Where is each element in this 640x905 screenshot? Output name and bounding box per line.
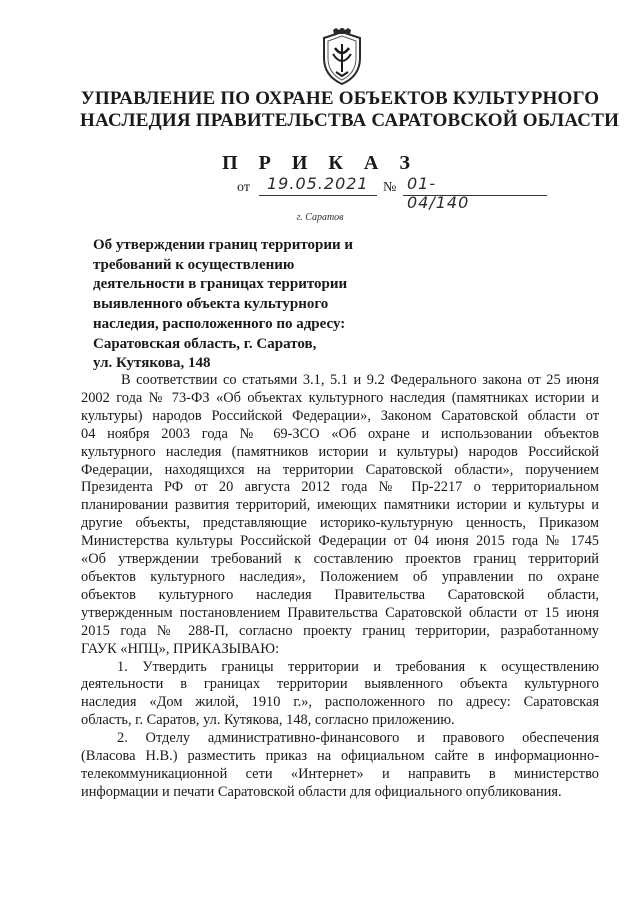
body-line: утвержденным постановлением Правительства Саратовской области от 15 июня — [81, 604, 599, 621]
subject-line: выявленного объекта культурного — [93, 296, 329, 313]
body-line: область, г. Саратов, ул. Кутякова, 148, согласно приложению. — [81, 712, 455, 729]
body-line: Федерации, находящихся на территории Саратовской области», поручением — [81, 461, 599, 478]
date-label: от — [237, 180, 250, 195]
body-line: объектов культурного наследия Правительства Саратовской области, — [81, 586, 599, 603]
body-line: деятельности в границах территории выявленного объекта культурного — [81, 676, 599, 693]
body-line: информации и печати Саратовской области для официального опубликования. — [81, 783, 562, 800]
subject-line: ул. Кутякова, 148 — [93, 355, 211, 372]
order-number: 01-04/140 — [407, 174, 470, 212]
item-2-paragraph — [81, 730, 599, 802]
body-line: Президента РФ от 20 августа 2012 года № Пр-2217 о территориальном — [81, 479, 599, 496]
preamble-paragraph — [81, 372, 599, 659]
body-line: другие объекты, представляющие историко-культурную ценность, Приказом — [81, 515, 599, 532]
city: г. Саратов — [296, 212, 344, 223]
body-line: 04 ноября 2003 года № 69-ЗСО «Об охране и использовании объектов — [81, 425, 599, 442]
body-line: культуры) народов Российской Федерации», Законом Саратовской области от — [81, 407, 599, 424]
subject-line: Об утверждении границ территории и — [93, 237, 354, 253]
body-line: 2002 года № 73-ФЗ «Об объектах культурного наследия (памятниках истории и — [81, 389, 599, 406]
body-line: (Власова Н.В.) разместить приказ на официальном сайте в информационно- — [81, 748, 599, 765]
body-line: ГАУК «НПЦ», ПРИКАЗЫВАЮ: — [81, 640, 280, 657]
order-body — [81, 372, 599, 802]
order-subject — [93, 236, 413, 374]
body-line: 2015 года № 288-П, согласно проекту границ территории, разработанному — [81, 622, 599, 639]
number-label: № — [383, 180, 397, 195]
body-line: 1. Утвердить границы территории и требования к осуществлению — [117, 658, 599, 675]
body-line: объектов культурного наследия», Положением об управлении по охране — [81, 568, 599, 585]
body-line: «Об утверждении требований к составлению проектов границ территорий — [81, 551, 599, 568]
org-line: НАСЛЕДИЯ ПРАВИТЕЛЬСТВА САРАТОВСКОЙ ОБЛАСТИ — [80, 110, 620, 131]
coat-of-arms-icon — [320, 28, 364, 86]
body-line: телекоммуникационной сети «Интернет» и направить в министерство — [81, 765, 599, 782]
body-line: культурного наследия (памятников истории и культуры) народов Российской — [81, 443, 599, 460]
document-type-title: П Р И К А З — [222, 152, 418, 174]
date-underline — [259, 195, 377, 196]
order-date: 19.05.2021 — [267, 174, 369, 193]
body-line: Министерства культуры Российской Федерации от 04 июня 2015 года № 1745 — [81, 533, 599, 550]
organization-name — [80, 88, 620, 132]
body-line: наследия «Дом жилой, 1910 г.», расположенного по адресу: Саратовская — [81, 694, 599, 711]
subject-line: деятельности в границах территории — [93, 276, 348, 293]
body-line: В соответствии со статьями 3.1, 5.1 и 9.2 Федерального закона от 25 июня — [121, 372, 599, 388]
body-line: 2. Отделу административно-финансового и правового обеспечения — [117, 730, 599, 747]
org-line: УПРАВЛЕНИЕ ПО ОХРАНЕ ОБЪЕКТОВ КУЛЬТУРНОГО — [80, 88, 600, 109]
subject-line: требований к осуществлению — [93, 256, 295, 273]
item-1-paragraph — [81, 659, 599, 731]
subject-line: Саратовская область, г. Саратов, — [93, 335, 317, 352]
body-line: планировании развития территорий, имеющих памятники истории и культуры и — [81, 497, 599, 514]
subject-line: наследия, расположенного по адресу: — [93, 315, 346, 332]
